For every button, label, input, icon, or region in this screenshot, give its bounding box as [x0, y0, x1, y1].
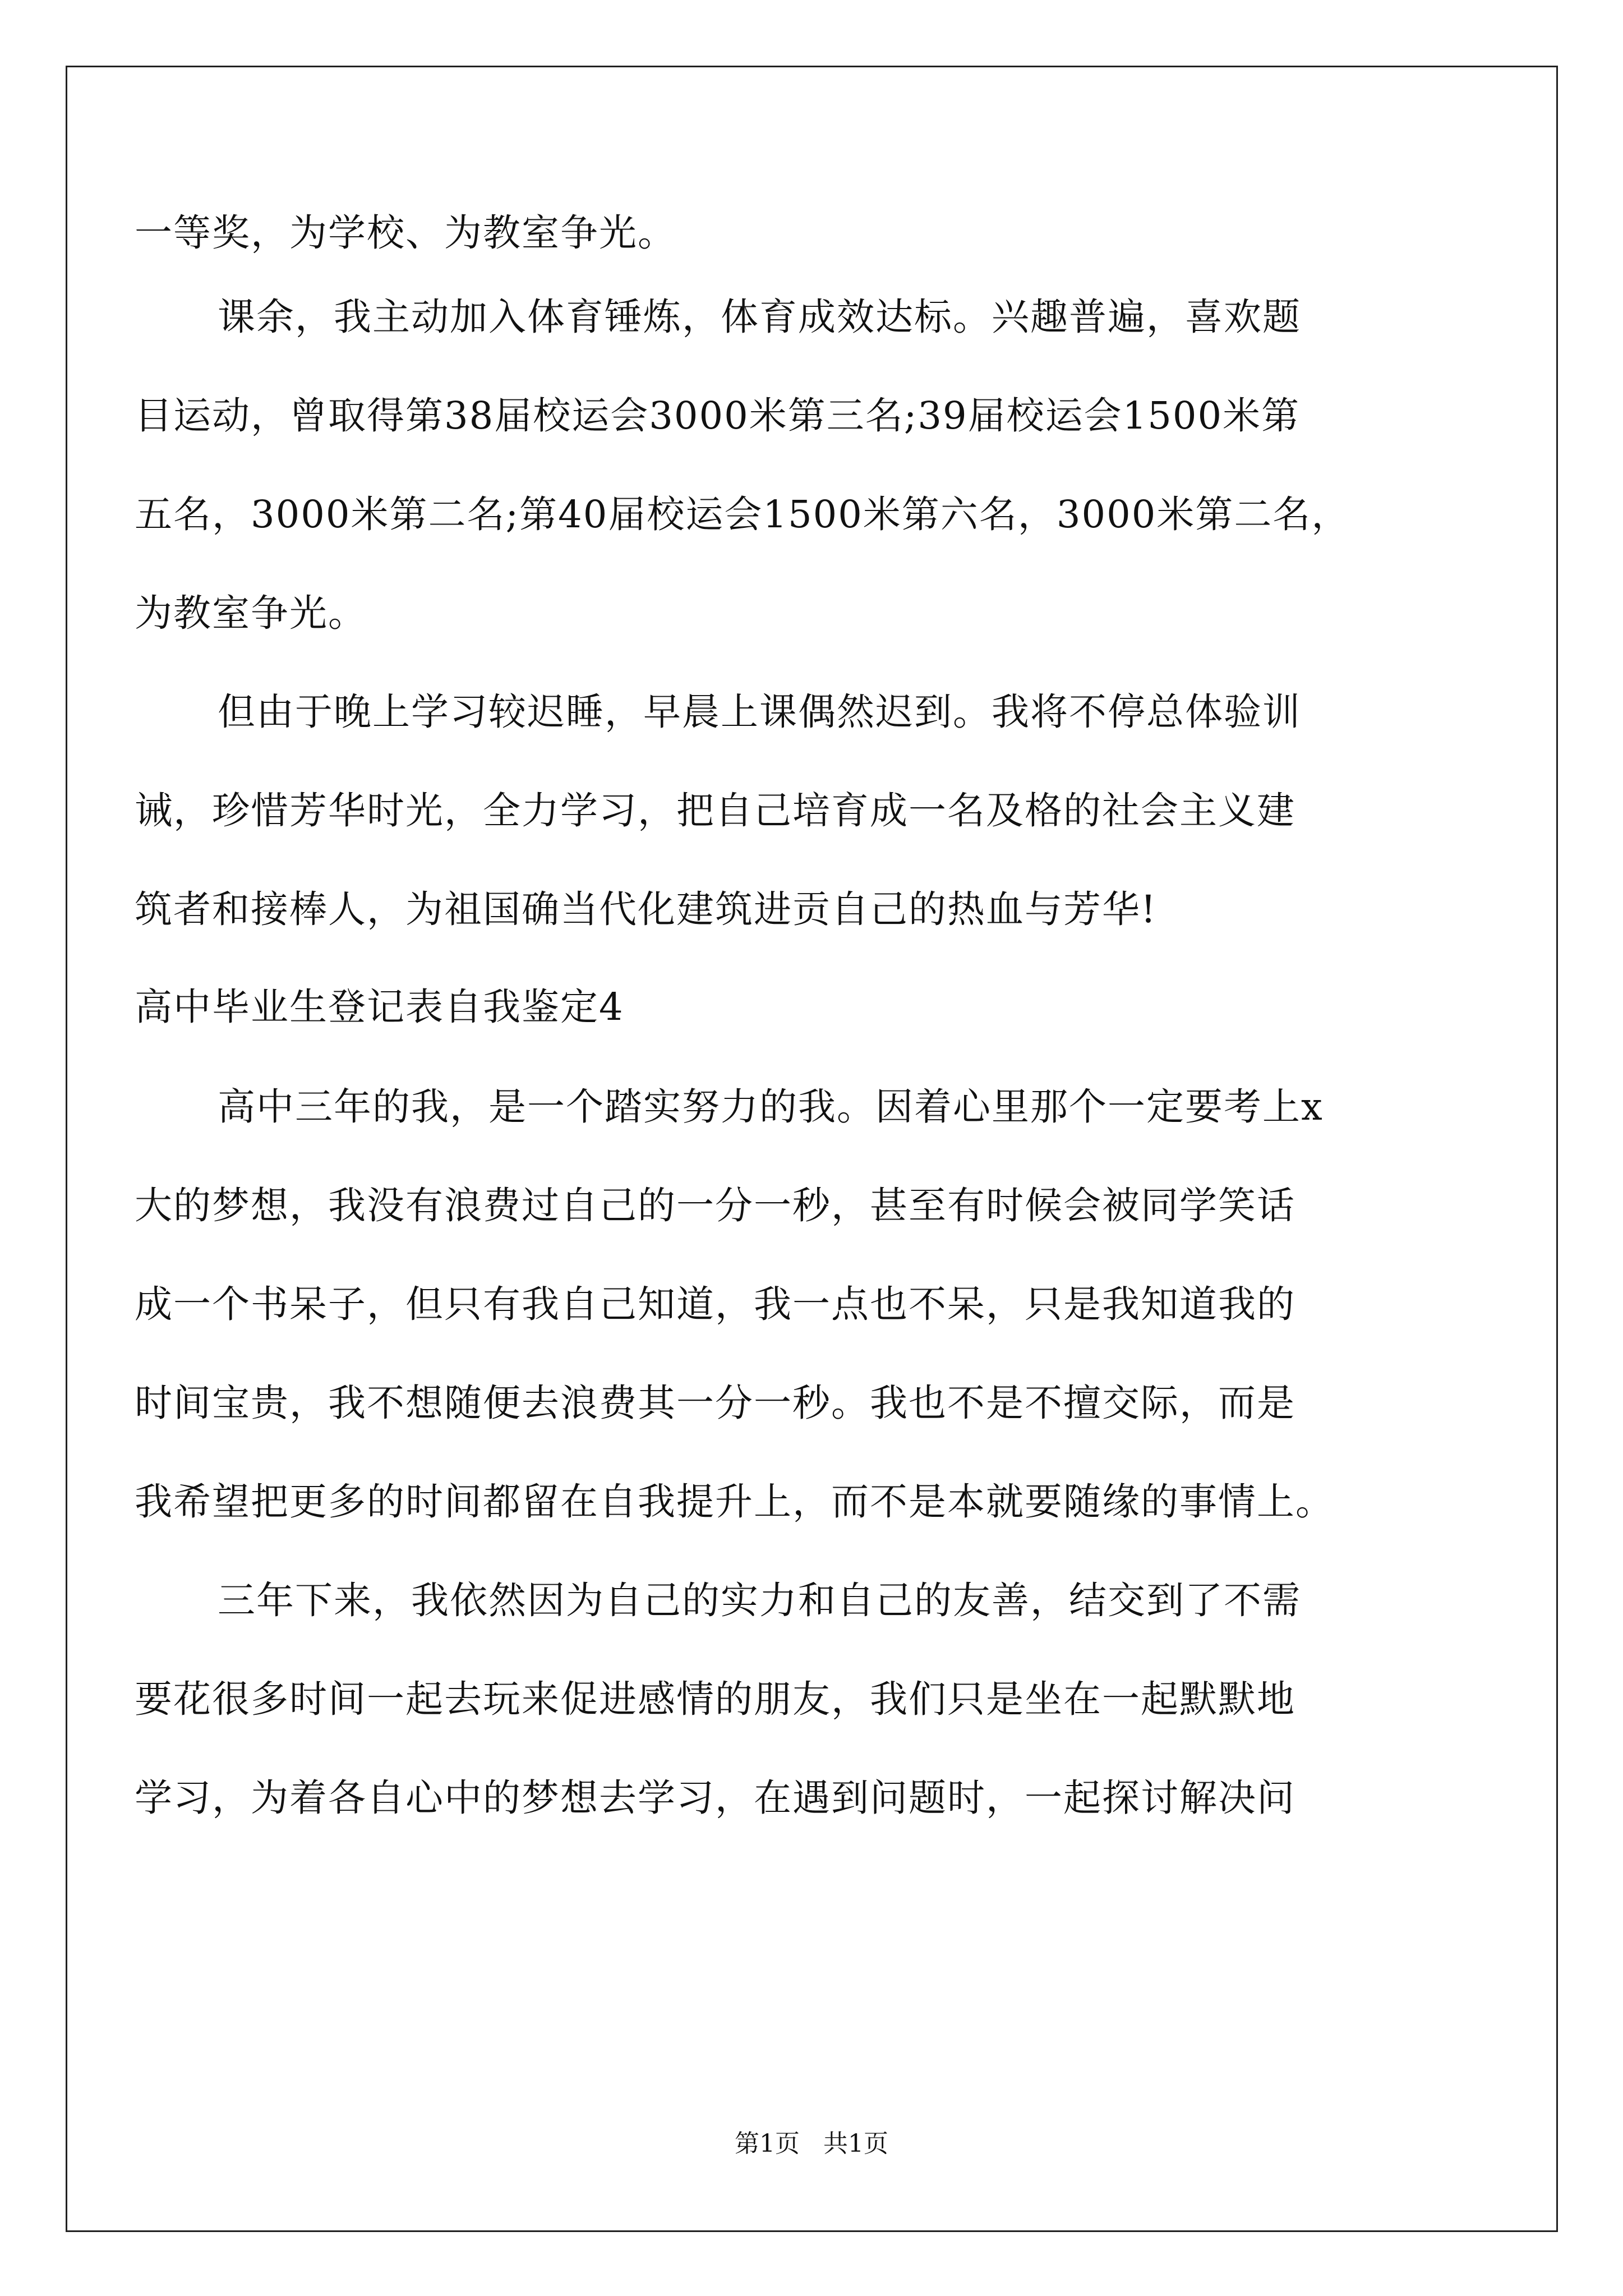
text-line: 目运动，曾取得第38届校运会3000米第三名;39届校运会1500米第: [135, 394, 1301, 438]
text-line: 我希望把更多的时间都留在自我提升上，而不是本就要随缘的事情上。: [135, 1480, 1334, 1524]
paragraph-start-line: 高中三年的我，是一个踏实努力的我。因着心里那个一定要考上x: [218, 1085, 1324, 1129]
text-line: 筑者和接棒人，为祖国确当代化建筑进贡自己的热血与芳华!: [135, 887, 1157, 931]
text-line: 为教室争光。: [135, 591, 367, 635]
text-line: 学习，为着各自心中的梦想去学习，在遇到问题时，一起探讨解决问: [135, 1776, 1295, 1820]
text-line: 时间宝贵，我不想随便去浪费其一分一秒。我也不是不擅交际，而是: [135, 1381, 1295, 1425]
text-line: 一等奖，为学校、为教室争光。: [135, 211, 676, 255]
text-line: 大的梦想，我没有浪费过自己的一分一秒，甚至有时候会被同学笑话: [135, 1184, 1295, 1227]
paragraph-start-line: 三年下来，我依然因为自己的实力和自己的友善，结交到了不需: [218, 1579, 1301, 1622]
page-number: 第1页 共1页: [735, 2129, 888, 2158]
text-line: 要花很多时间一起去玩来促进感情的朋友，我们只是坐在一起默默地: [135, 1677, 1295, 1721]
paragraph-start-line: 课余，我主动加入体育锤炼，体育成效达标。兴趣普遍，喜欢题: [218, 295, 1301, 339]
section-heading: 高中毕业生登记表自我鉴定4: [135, 985, 624, 1029]
paragraph-start-line: 但由于晚上学习较迟睡，早晨上课偶然迟到。我将不停总体验训: [218, 690, 1301, 734]
text-line: 五名，3000米第二名;第40届校运会1500米第六名，3000米第二名，: [135, 493, 1350, 536]
text-line: 诫，珍惜芳华时光，全力学习，把自己培育成一名及格的社会主义建: [135, 789, 1295, 832]
text-line: 成一个书呆子，但只有我自己知道，我一点也不呆，只是我知道我的: [135, 1282, 1295, 1326]
